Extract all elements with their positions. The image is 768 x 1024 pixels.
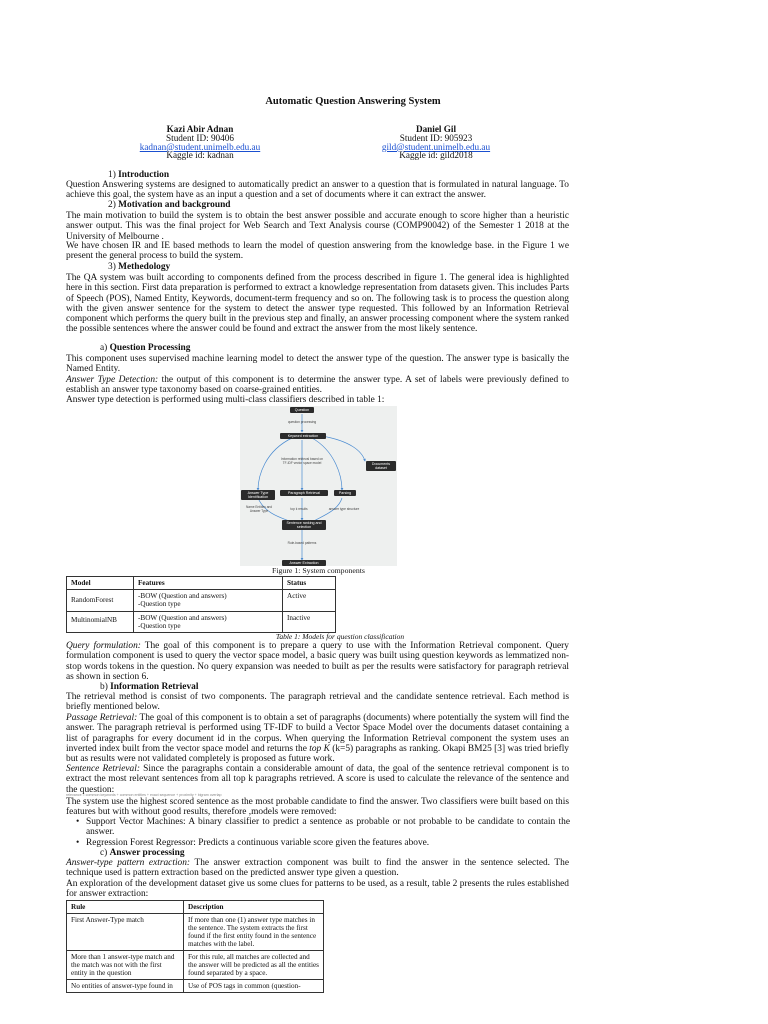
author-name: Daniel Gil — [415, 124, 457, 134]
section-heading-motivation — [66, 200, 569, 210]
author-student-id: Student ID: 90406 — [166, 132, 234, 143]
answer-pattern-extraction-paragraph-2: An exploration of the development dataset give us some clues for patterns to be used, as a result, table 2 presents the rules established for answer extraction: — [66, 879, 569, 900]
table-row — [67, 914, 324, 951]
paragraph-text: The answer extraction component was built to find the answer in the sentence selected. The technique used is pattern extraction based on the predicted answer type given a question. — [66, 858, 570, 879]
section-number: b) — [100, 682, 108, 692]
table-row — [67, 980, 324, 993]
table-answer-extraction-rules — [66, 900, 324, 993]
intro-paragraph: Question Answering systems are designed to automatically predict an answer to a question that is formulated in natural language. To achieve this goal, the system have as an input a question and a set of documents where it can extract the answer. — [66, 180, 569, 201]
list-item: • Support Vector Machines: A binary classifier to predict a sentence as probable or not probable to be candidate to contain the answer. — [86, 817, 570, 838]
relevance-formula: relevance = common keywords + common entities + exact sequence + proximity + bigram overlap — [66, 793, 222, 797]
table-question-classification — [66, 576, 336, 633]
node-paragraph-retrieval: Paragraph Retrieval — [280, 490, 328, 496]
section-title: Information Retrieval — [110, 682, 199, 692]
answer-type-detection-paragraph-2: Answer type detection is performed using multi-class classifiers described in table 1: — [66, 395, 385, 405]
paragraph-text: The goal of this component is to prepare a query to use with the Information Retrieval component. Query formulation component is used to query the vector space model, a basic query was built using question keywords as lemmatized non-stop words tokens in the question. No query expansion was needed to built as per the results were satisfactory for paragraph retrieval as shown in section 6. — [66, 641, 569, 682]
section-number: c) — [100, 848, 108, 858]
table-header-cell: Description — [184, 901, 324, 914]
figure-caption: Figure 1: System components — [272, 566, 365, 575]
table-row — [67, 590, 336, 612]
author-block-2 — [346, 125, 526, 160]
label-rule-based-patterns: Rule-based patterns — [287, 541, 317, 545]
table-cell: RandomForest — [67, 590, 134, 612]
section-number: 1) — [108, 170, 116, 180]
label-top-k: top k results — [290, 507, 308, 511]
motivation-paragraph-1: The main motivation to build the system is to obtain the best answer possible and accurate enough to score higher than a heuristic answer output. This was the final project for Web Search and Text Analysis course (COMP90042) of the Semester 1 2018 at the University of Melbourne . — [66, 211, 569, 242]
query-formulation-paragraph — [66, 641, 569, 682]
label-named-entities: Name Entities and Answer Type — [245, 505, 273, 513]
section-title: Introduction — [118, 170, 170, 180]
table-row — [67, 612, 336, 633]
paragraph-text: The goal of this component is to obtain a set of paragraphs (documents) where potentially the system will find the answer. The paragraph retrieval is performed using TF-IDF to build a Vector Space Model over the documents dataset containing a list of paragraphs for every document id in the corpus. When querying the Information Retrieval component the system uses an inverted index built from the vector space model and returns the — [66, 713, 569, 754]
section-title: Question Processing — [109, 343, 191, 353]
list-item: • Regression Forest Regressor: Predicts a continuous variable score given the features above. — [86, 838, 570, 848]
section-title: Methedology — [118, 262, 171, 272]
author-name: Kazi Abir Adnan — [166, 124, 234, 134]
table-cell: -BOW (Question and answers) -Question type — [134, 590, 283, 612]
node-answer-extraction: Answer Extraction — [282, 560, 326, 566]
section-number: 3) — [108, 262, 116, 272]
system-components-figure — [240, 406, 397, 566]
section-heading-introduction — [66, 170, 569, 180]
subsection-heading-answer-processing — [66, 848, 569, 858]
table-cell: More than 1 answer-type match and the match was not with the first entity in the question — [67, 951, 184, 980]
question-processing-paragraph: This component uses supervised machine learning model to detect the answer type of the question. The answer type is basically the Named Entity. — [66, 354, 569, 375]
table-header-row — [67, 577, 336, 590]
label-information-retrieval: Information retrieval based on TF-IDF vector space model — [280, 457, 324, 465]
author-student-id: Student ID: 905923 — [399, 132, 473, 143]
paragraph-label: Passage Retrieval: — [66, 713, 138, 723]
table-cell: First Answer-Type match — [67, 914, 184, 951]
paper-title: Automatic Question Answering System — [265, 96, 441, 107]
subsection-heading-information-retrieval — [66, 682, 569, 692]
label-question-processing: question processing — [287, 420, 317, 424]
author-block-1 — [110, 125, 290, 160]
author-email-link[interactable]: kadnan@student.unimelb.edu.au — [139, 141, 261, 152]
author-kaggle-id: Kaggle id: gild2018 — [399, 150, 473, 161]
answer-pattern-extraction-paragraph — [66, 858, 569, 879]
paragraph-label: Sentence Retrieval: — [66, 764, 140, 774]
methodology-paragraph: The QA system was built according to components defined from the process described in figure 1. The general idea is highlighted here in this section. First data preparation is performed to extract a knowledge representation from datasets given. This includes Parts of Speech (POS), Named Entity, Keywords, document-term frequency and so on. The following task is to process the question along with the given answer sentence for the system to detect the answer type requested. This followed by an Information Retrieval component which performs the query built in the previous step and finally, an answer processing component where the system ranked the possible sentences where the answer could be found and extract the answer from the most likely sentence. — [66, 273, 569, 335]
table-cell: No entities of answer-type found in — [67, 980, 184, 993]
author-email-link[interactable]: gild@student.unimelb.edu.au — [381, 141, 491, 152]
table-cell: Use of POS tags in common (question- — [184, 980, 324, 993]
subsection-heading-question-processing — [66, 343, 569, 353]
table-header-row — [67, 901, 324, 914]
table-header-cell: Status — [283, 577, 336, 590]
paragraph-emphasis: top K — [309, 743, 330, 754]
answer-type-detection-paragraph — [66, 375, 569, 396]
table-caption: Table 1: Models for question classification — [275, 632, 405, 641]
passage-retrieval-paragraph — [66, 713, 569, 764]
node-answer-type-identification: Answer Type Identification — [241, 490, 275, 500]
section-number: a) — [100, 343, 108, 353]
label-answer-type-structure: answer type structure — [328, 507, 360, 511]
sentence-retrieval-paragraph — [66, 764, 569, 795]
section-title: Motivation and background — [118, 200, 231, 210]
table-cell: If more than one (1) answer type matches in the sentence. The system extracts the first found if the first entity found in the sentence matches with the label. — [184, 914, 324, 951]
paragraph-label: Query formulation: — [66, 641, 141, 651]
paragraph-label: Answer Type Detection: — [66, 375, 159, 385]
table-header-cell: Rule — [67, 901, 184, 914]
table-cell: For this rule, all matches are collected and the answer will be predicted as all the entities found separated by a space. — [184, 951, 324, 980]
section-number: 2) — [108, 200, 116, 210]
table-cell: Inactive — [283, 612, 336, 633]
scoring-paragraph: The system use the highest scored sentence as the most probable candidate to find the answer. Two classifiers were built based on this features but with without good results, therefore ,models were removed: — [66, 797, 569, 818]
node-keyword-extraction: Keyword extraction — [280, 433, 326, 439]
table-row — [67, 951, 324, 980]
table-cell: Active — [283, 590, 336, 612]
motivation-paragraph-2: We have chosen IR and IE based methods to learn the model of question answering from the knowledge base. in the Figure 1 we present the general process to build the system. — [66, 241, 569, 262]
paragraph-label: Answer-type pattern extraction: — [66, 858, 191, 868]
paragraph-text: Since the paragraphs contain a considerable amount of data, the goal of the sentence retrieval component is to extract the most relevant sentences from all top k paragraphs retrieved. A score is used to calculate the relevance of the sentence and the question: — [66, 764, 570, 795]
node-documents-dataset: Documents dataset — [366, 461, 396, 471]
node-sentence-ranking: Sentence ranking and selection — [282, 520, 326, 530]
table-header-cell: Model — [67, 577, 134, 590]
paragraph-text: (k=5) paragraphs as ranking. Okapi BM25 [3] was tried briefly but as results were not validated completely is proposed as future work. — [66, 743, 569, 765]
section-heading-methodology — [66, 262, 569, 272]
information-retrieval-paragraph: The retrieval method is consist of two components. The paragraph retrieval and the candidate sentence retrieval. Each method is briefly mentioned below. — [66, 692, 569, 713]
node-question: Question — [290, 407, 314, 413]
table-cell: MultinomialNB — [67, 612, 134, 633]
table-header-cell: Features — [134, 577, 283, 590]
section-title: Answer processing — [109, 848, 185, 858]
table-cell: -BOW (Question and answers) -Question type — [134, 612, 283, 633]
node-parsing: Parsing — [334, 490, 356, 496]
author-kaggle-id: Kaggle id: kadnan — [166, 150, 234, 161]
paragraph-text: the output of this component is to determine the answer type. A set of labels were previously defined to establish an answer type taxonomy based on coarse-grained entities. — [66, 375, 569, 396]
